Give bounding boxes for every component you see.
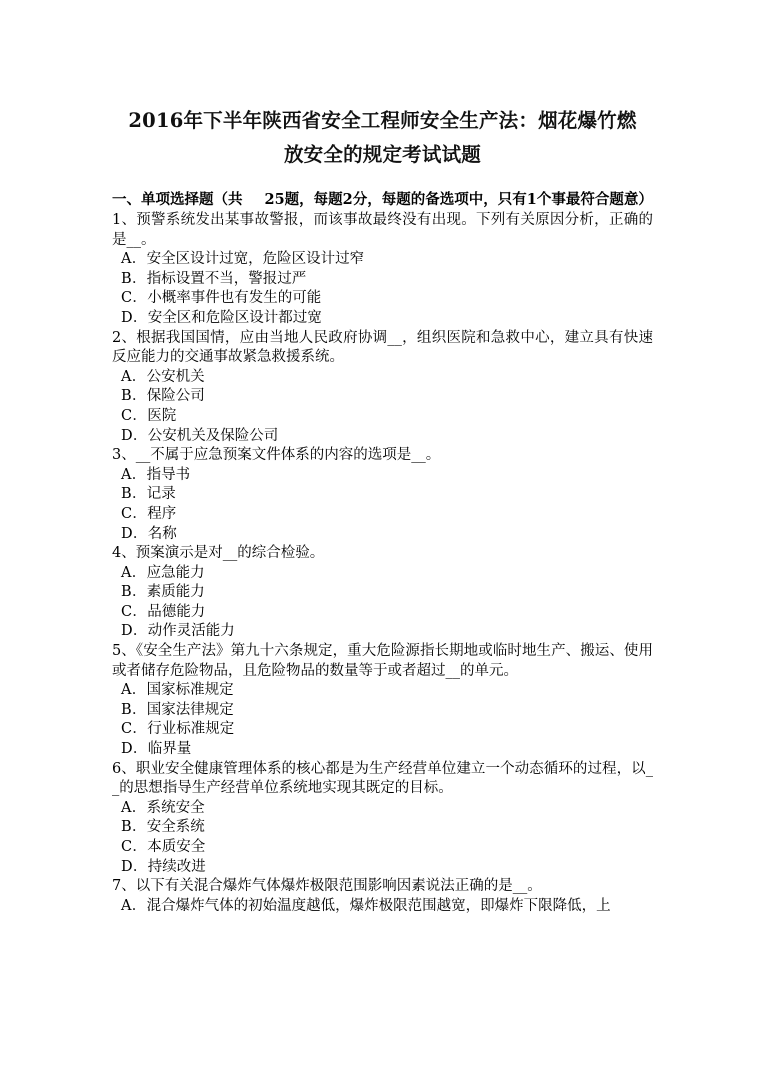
option-letter: A． (121, 564, 147, 581)
question-text: 以下有关混合爆炸气体爆炸极限范围影响因素说法正确的是__。 (135, 878, 542, 895)
option-letter: B． (121, 819, 147, 836)
option-item[interactable] (112, 525, 653, 545)
question-number: 4、 (112, 545, 136, 562)
question-number: 6、 (112, 760, 136, 777)
option-text: 名称 (147, 525, 177, 542)
option-list (112, 250, 653, 328)
section-heading-part-2: 25题，每题2分，每题的备选项中，只有1个事最符合题意） (264, 191, 653, 208)
option-item[interactable] (112, 250, 653, 270)
option-item[interactable] (112, 583, 653, 603)
option-text: 动作灵活能力 (147, 623, 235, 640)
option-letter: A． (121, 799, 147, 816)
option-text: 医院 (147, 407, 177, 424)
option-letter: B． (121, 584, 147, 601)
option-text: 安全系统 (146, 819, 205, 836)
question-number: 5、 (112, 643, 136, 660)
option-text: 本质安全 (147, 839, 206, 855)
option-item[interactable] (112, 838, 653, 858)
option-letter: D． (121, 427, 148, 444)
option-letter: C． (121, 407, 148, 424)
option-text: 指导书 (146, 466, 191, 483)
option-list (112, 368, 653, 446)
option-letter: A． (121, 466, 147, 483)
question-text: 预案演示是对__的综合检验。 (135, 545, 325, 562)
option-item[interactable] (112, 309, 653, 329)
question-stem (112, 544, 653, 564)
option-text: 应急能力 (146, 564, 205, 581)
option-item[interactable] (112, 289, 653, 309)
option-item[interactable] (112, 485, 653, 505)
option-text: 行业标准规定 (147, 721, 235, 738)
question-text: 根据我国国情，应由当地人民政府协调__，组织医院和急救中心，建立具有快速反应能力的交通事故紧急救援系统。 (112, 329, 654, 366)
option-text: 素质能力 (146, 584, 205, 601)
option-letter: B． (121, 701, 147, 718)
document-content (112, 104, 653, 916)
option-letter: D． (121, 858, 148, 875)
option-letter: B． (121, 388, 147, 405)
option-text: 指标设置不当，警报过严 (146, 270, 307, 287)
question-block (112, 544, 653, 642)
question-list (112, 211, 653, 916)
option-letter: B． (121, 486, 147, 503)
question-stem (112, 329, 653, 368)
option-text: 临界量 (147, 741, 192, 758)
option-list (112, 564, 653, 642)
question-block (112, 760, 653, 878)
option-list (112, 897, 653, 917)
option-item[interactable] (112, 407, 653, 427)
option-text: 国家法律规定 (146, 701, 234, 718)
option-item[interactable] (112, 799, 653, 819)
option-letter: C． (121, 721, 148, 738)
question-block (112, 446, 653, 544)
option-letter: A． (121, 251, 147, 268)
option-list (112, 466, 653, 544)
page-title-line-1: 2016年下半年陕西省安全工程师安全生产法：烟花爆竹燃 (128, 109, 637, 132)
question-stem (112, 642, 653, 681)
option-item[interactable] (112, 387, 653, 407)
option-text: 品德能力 (147, 603, 206, 620)
question-text: 《安全生产法》第九十六条规定，重大危险源指长期地或临时地生产、搬运、使用或者储存危险物品，且危险物品的数量等于或者超过__的单元。 (112, 643, 654, 679)
option-text: 公安机关 (146, 368, 205, 385)
option-letter: C． (121, 839, 148, 855)
option-item[interactable] (112, 740, 653, 760)
option-letter: B． (121, 270, 147, 287)
option-item[interactable] (112, 720, 653, 740)
option-text: 国家标准规定 (146, 682, 234, 699)
option-letter: A． (121, 368, 147, 385)
option-item[interactable] (112, 603, 653, 623)
question-number: 3、 (112, 447, 136, 464)
question-block (112, 329, 653, 447)
section-heading-part-1: 一、单项选择题（共 (112, 191, 243, 208)
question-number: 7、 (112, 878, 136, 895)
option-item[interactable] (112, 681, 653, 701)
option-text: 系统安全 (146, 799, 205, 816)
option-item[interactable] (112, 858, 653, 878)
option-text: 持续改进 (147, 858, 206, 875)
section-heading (112, 190, 653, 210)
question-text: 职业安全健康管理体系的核心都是为生产经营单位建立一个动态循环的过程，以__的思想指导生产经营单位系统地实现其既定的目标。 (112, 760, 654, 797)
page-title (112, 104, 653, 172)
option-letter: C． (121, 290, 148, 307)
question-stem (112, 446, 653, 466)
option-item[interactable] (112, 505, 653, 525)
option-letter: D． (121, 525, 148, 542)
question-block (112, 877, 653, 916)
question-stem (112, 877, 653, 897)
question-text: __不属于应急预案文件体系的内容的选项是__。 (135, 447, 441, 464)
question-text: 预警系统发出某事故警报，而该事故最终没有出现。下列有关原因分析，正确的是__。 (112, 212, 654, 248)
option-text: 小概率事件也有发生的可能 (147, 290, 322, 307)
option-item[interactable] (112, 427, 653, 447)
option-letter: C． (121, 603, 148, 620)
option-item[interactable] (112, 270, 653, 290)
question-number: 2、 (112, 329, 137, 346)
option-letter: C． (121, 505, 148, 522)
option-list (112, 681, 653, 759)
question-stem (112, 211, 653, 250)
option-text: 安全区设计过宽，危险区设计过窄 (146, 251, 365, 268)
option-item[interactable] (112, 368, 653, 388)
option-letter: A． (121, 682, 147, 699)
question-block (112, 642, 653, 760)
option-item[interactable] (112, 622, 653, 642)
page-title-line-2: 放安全的规定考试试题 (283, 143, 481, 166)
option-item[interactable] (112, 818, 653, 838)
option-text: 保险公司 (146, 388, 205, 405)
option-text: 安全区和危险区设计都过宽 (147, 309, 322, 326)
option-letter: D． (121, 309, 148, 326)
option-item[interactable] (112, 466, 653, 486)
option-letter: D． (121, 623, 148, 640)
option-list (112, 799, 653, 877)
option-text: 公安机关及保险公司 (147, 427, 279, 444)
option-text: 混合爆炸气体的初始温度越低，爆炸极限范围越宽，即爆炸下限降低，上 (146, 897, 611, 914)
option-text: 记录 (146, 486, 176, 503)
option-item[interactable] (112, 897, 653, 917)
question-stem (112, 760, 653, 799)
option-text: 程序 (147, 505, 177, 522)
option-item[interactable] (112, 701, 653, 721)
option-letter: D． (121, 741, 148, 758)
question-number: 1、 (112, 212, 137, 228)
option-item[interactable] (112, 564, 653, 584)
option-letter: A． (121, 897, 147, 914)
question-block (112, 211, 653, 329)
